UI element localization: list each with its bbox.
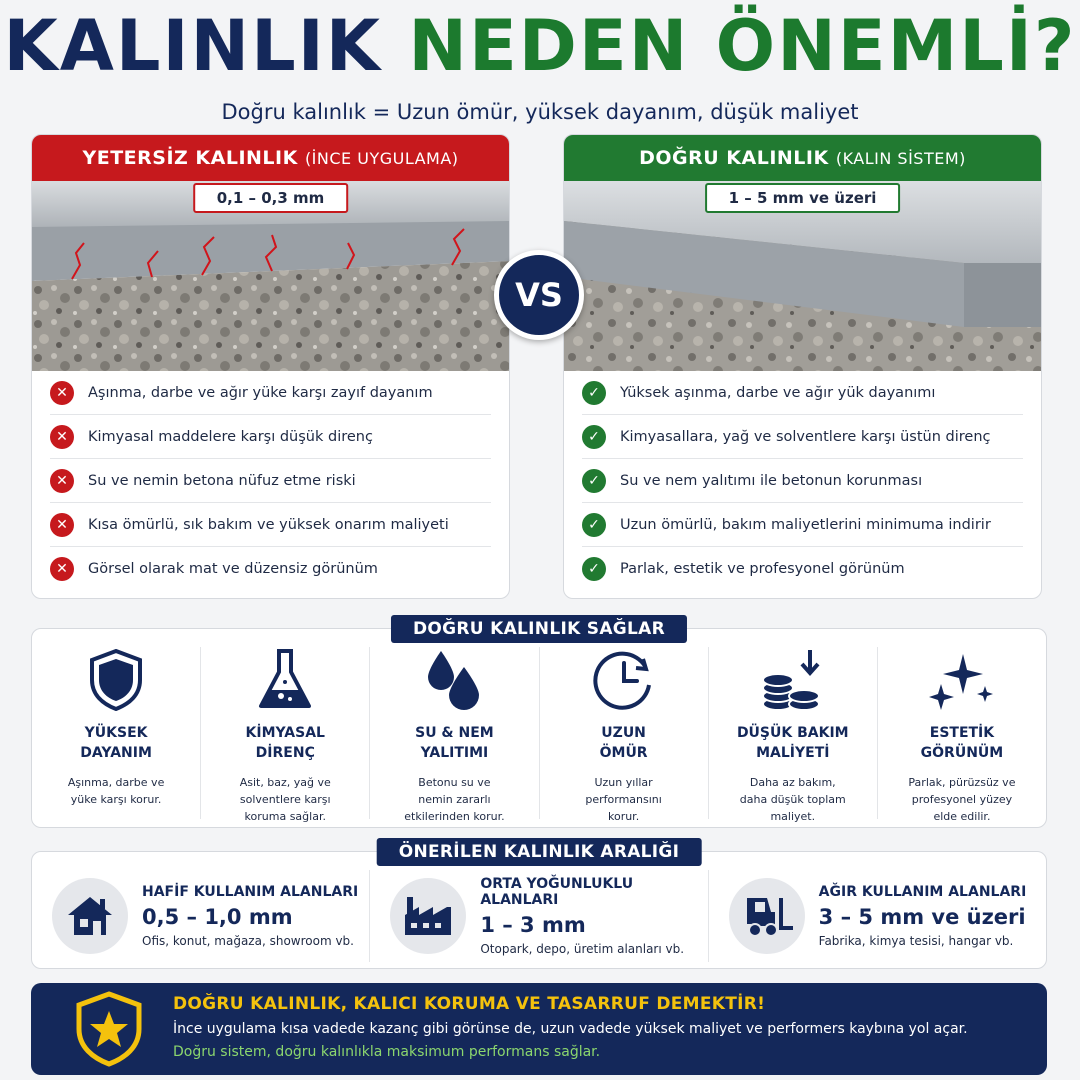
thin-application-panel (31, 134, 510, 599)
thick-benefit-item (582, 459, 1023, 503)
benefit-item (540, 647, 709, 823)
benefit-title-line: DÜŞÜK BAKIM (736, 725, 849, 741)
thick-benefit-text: Kimyasallara, yağ ve solventlere karşı üstün direnç (620, 428, 991, 445)
range-title: AĞIR KULLANIM ALANLARI (818, 884, 1027, 900)
check-mark-icon: ✓ (582, 557, 606, 581)
thick-benefit-item (582, 371, 1023, 415)
thick-benefit-item (582, 415, 1023, 459)
benefit-desc-line: Betonu su ve (418, 775, 491, 789)
banner-text: İnce uygulama kısa vadede kazanç gibi görünse de, uzun vadede yüksek maliyet ve performers kaybına yol açar. (173, 1021, 968, 1037)
benefit-desc-line: nemin zararlı (418, 792, 491, 806)
range-item-medium (370, 870, 708, 962)
benefit-item (370, 647, 539, 823)
benefit-desc-line: korur. (607, 809, 640, 823)
range-desc: Fabrika, kimya tesisi, hangar vb. (818, 934, 1014, 948)
thick-system-panel (563, 134, 1042, 599)
benefit-title-line: SU & NEM (415, 725, 494, 741)
benefits-section (31, 619, 1047, 828)
range-value: 0,5 – 1,0 mm (142, 905, 293, 929)
range-value: 3 – 5 mm ve üzeri (818, 905, 1026, 929)
benefit-desc-line: etkilerinden korur. (404, 809, 505, 823)
shield-icon (38, 647, 194, 713)
range-title: ORTA YOĞUNLUKLU ALANLARI (480, 876, 634, 908)
benefit-title-line: ÖMÜR (599, 745, 648, 762)
range-value: 1 – 3 mm (480, 913, 586, 937)
ranges-label: ÖNERİLEN KALINLIK ARALIĞI (377, 838, 702, 866)
range-item-light (32, 870, 370, 962)
check-mark-icon: ✓ (582, 513, 606, 537)
thick-benefit-text: Su ve nem yalıtımı ile betonun korunması (620, 472, 923, 489)
page-title (0, 5, 1080, 87)
thin-drawback-item (50, 371, 491, 415)
thick-panel-title: DOĞRU KALINLIK (639, 147, 829, 169)
x-mark-icon: ✕ (50, 381, 74, 405)
thin-drawback-item (50, 503, 491, 547)
thin-drawback-text: Kimyasal maddelere karşı düşük direnç (88, 428, 373, 445)
recommended-ranges-section (31, 842, 1047, 969)
thin-drawback-item (50, 415, 491, 459)
check-mark-icon: ✓ (582, 469, 606, 493)
benefit-desc-line: Parlak, pürüzsüz ve (908, 775, 1016, 789)
range-item-heavy (709, 870, 1046, 962)
thick-panel-subtitle: (KALIN SİSTEM) (835, 149, 966, 168)
clock-icon (546, 647, 702, 713)
factory-icon (390, 878, 466, 954)
benefit-item (709, 647, 878, 823)
star-shield-icon (75, 991, 143, 1071)
thin-drawback-item (50, 547, 491, 591)
thick-benefit-item (582, 547, 1023, 591)
benefits-label: DOĞRU KALINLIK SAĞLAR (391, 615, 687, 643)
x-mark-icon: ✕ (50, 513, 74, 537)
thin-drawback-text: Görsel olarak mat ve düzensiz görünüm (88, 561, 378, 577)
benefit-title-line: YÜKSEK (84, 725, 148, 741)
benefit-desc-line: performansını (585, 792, 662, 806)
check-mark-icon: ✓ (582, 425, 606, 449)
thick-coating-illustration (564, 181, 1041, 371)
thick-benefit-text: Uzun ömürlü, bakım maliyetlerini minimuma indirir (620, 516, 991, 533)
benefit-desc-line: elde edilir. (933, 809, 991, 823)
x-mark-icon: ✕ (50, 469, 74, 493)
benefit-desc-line: Asit, baz, yağ ve (239, 775, 331, 789)
check-mark-icon: ✓ (582, 381, 606, 405)
summary-banner (31, 983, 1047, 1075)
thin-panel-subtitle: (İNCE UYGULAMA) (304, 149, 459, 168)
benefit-title-line: MALİYETİ (756, 745, 830, 762)
thin-panel-header (32, 135, 509, 181)
benefit-desc-line: Daha az bakım, (749, 775, 836, 789)
benefit-item (201, 647, 370, 823)
range-desc: Ofis, konut, mağaza, showroom vb. (142, 934, 354, 948)
thick-benefit-text: Parlak, estetik ve profesyonel görünüm (620, 561, 905, 577)
house-icon (52, 878, 128, 954)
thick-thickness-tag: 1 – 5 mm ve üzeri (705, 183, 901, 213)
benefit-desc-line: solventlere karşı (239, 792, 331, 806)
benefit-title-line: UZUN (601, 725, 646, 741)
benefit-desc-line: maliyet. (770, 809, 816, 823)
water-drops-icon (376, 647, 532, 713)
page-title-part1: KALINLIK (3, 5, 383, 87)
forklift-icon (729, 878, 805, 954)
benefit-title-line: GÖRÜNÜM (920, 745, 1004, 762)
coins-icon (715, 647, 871, 713)
thin-thickness-tag: 0,1 – 0,3 mm (193, 183, 349, 213)
benefit-desc-line: profesyonel yüzey (911, 792, 1013, 806)
benefit-desc-line: yüke karşı korur. (70, 792, 162, 806)
page-title-part2: NEDEN ÖNEMLİ? (408, 5, 1077, 87)
benefit-desc-line: daha düşük toplam (739, 792, 846, 806)
thick-benefit-item (582, 503, 1023, 547)
benefit-title-line: ESTETİK (929, 725, 995, 741)
benefit-title-line: DAYANIM (80, 745, 152, 762)
thick-panel-header (564, 135, 1041, 181)
benefit-title-line: DİRENÇ (255, 745, 315, 762)
benefit-item (878, 647, 1046, 823)
benefit-desc-line: Aşınma, darbe ve (67, 775, 165, 789)
benefit-item (32, 647, 201, 819)
thick-benefit-text: Yüksek aşınma, darbe ve ağır yük dayanımı (620, 384, 936, 401)
sparkle-icon (884, 647, 1040, 713)
benefit-desc-line: koruma sağlar. (244, 809, 326, 823)
range-title: HAFİF KULLANIM ALANLARI (142, 884, 359, 900)
thin-coating-illustration (32, 181, 509, 371)
benefit-title-line: YALITIMI (420, 745, 489, 762)
benefit-desc-line: Uzun yıllar (594, 775, 653, 789)
x-mark-icon: ✕ (50, 557, 74, 581)
range-desc: Otopark, depo, üretim alanları vb. (480, 942, 685, 956)
thin-drawback-text: Kısa ömürlü, sık bakım ve yüksek onarım maliyeti (88, 516, 449, 533)
vs-badge: VS (494, 250, 584, 340)
benefit-title-line: KİMYASAL (245, 725, 325, 741)
x-mark-icon: ✕ (50, 425, 74, 449)
thin-drawback-text: Su ve nemin betona nüfuz etme riski (88, 472, 356, 489)
thin-drawback-text: Aşınma, darbe ve ağır yüke karşı zayıf dayanım (88, 384, 433, 401)
banner-highlight: Doğru sistem, doğru kalınlıkla maksimum performans sağlar. (173, 1044, 601, 1060)
page-subtitle: Doğru kalınlık = Uzun ömür, yüksek dayanım, düşük maliyet (221, 100, 859, 124)
thin-panel-title: YETERSİZ KALINLIK (82, 147, 298, 169)
banner-title: DOĞRU KALINLIK, KALICI KORUMA VE TASARRUF DEMEKTİR! (173, 994, 766, 1014)
flask-icon (207, 647, 363, 713)
thin-drawback-item (50, 459, 491, 503)
